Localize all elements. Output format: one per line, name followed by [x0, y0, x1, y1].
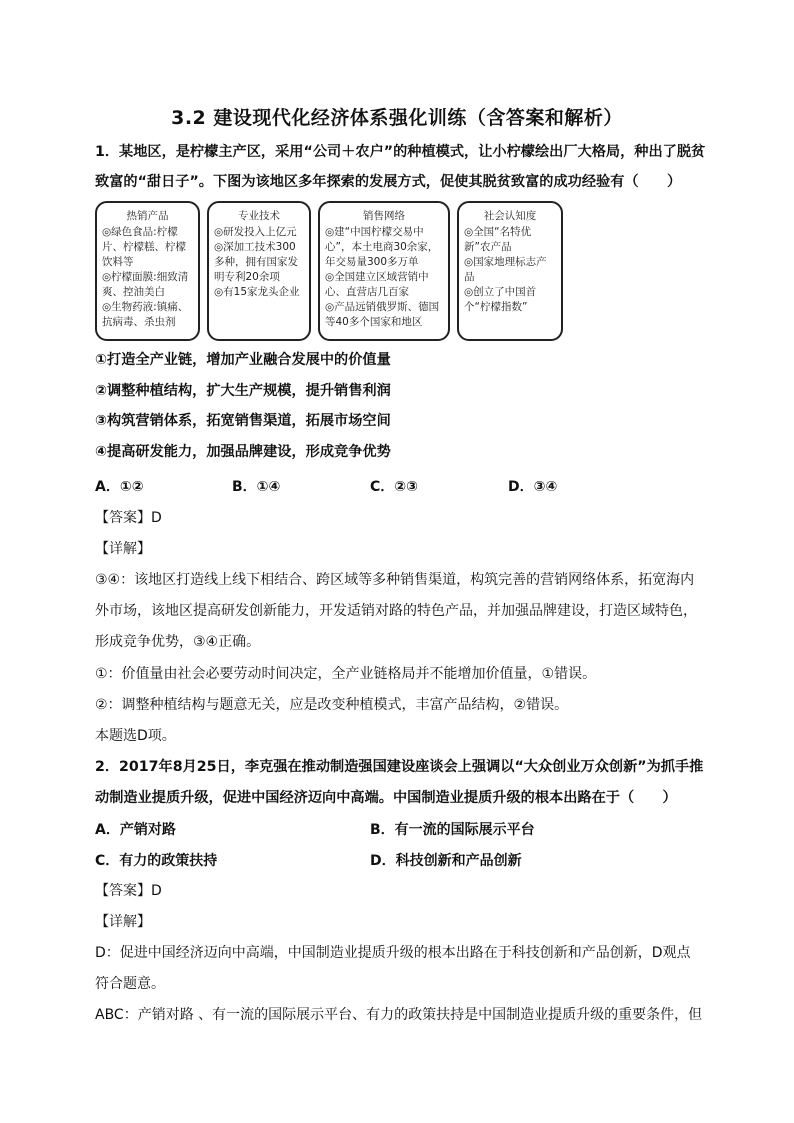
q1-explain-label: 【详解】: [95, 541, 151, 557]
box-item: ◎全国“名特优新”农产品: [464, 226, 532, 253]
q2-option-a: A．产销对路: [95, 822, 176, 838]
box-item: ◎有15家龙头企业: [214, 286, 300, 298]
box-item: ◎创立了中国首个“柠檬指数”: [464, 286, 537, 313]
q1-option-c: C．②③: [370, 479, 418, 495]
q2-explain-line: 符合题意。: [95, 976, 165, 992]
box-title: 热销产品: [126, 210, 169, 222]
q2-option-d: D．科技创新和产品创新: [370, 853, 522, 869]
box-social-recognition: [457, 201, 563, 341]
q1-explain-line: ①：价值量由社会必要劳动时间决定，全产业链格局并不能增加价值量，①错误。: [95, 666, 597, 682]
box-item: ◎国家地理标志产品: [464, 256, 547, 283]
q1-answer: 【答案】D: [95, 510, 162, 526]
q1-statement-3: ③构筑营销体系，拓宽销售渠道，拓展市场空间: [95, 413, 391, 429]
q1-statement-1: ①打造全产业链，增加产业融合发展中的价值量: [95, 352, 391, 368]
q2-answer: 【答案】D: [95, 883, 162, 899]
q1-statement-4: ④提高研发能力，加强品牌建设，形成竞争优势: [95, 444, 391, 460]
q1-stem-line-1: 1．某地区，是柠檬主产区，采用“公司＋农户”的种植模式，让小柠檬绘出厂大格局，种出了脱贫: [95, 144, 706, 160]
box-item: ◎深加工技术300多种，拥有国家发明专利20余项: [214, 241, 298, 283]
q1-explain-line: 外市场，该地区提高研发创新能力，开发适销对路的特色产品，并加强品牌建设，打造区域特色，: [95, 603, 697, 619]
box-sales-network: [318, 201, 450, 341]
page-title: 3.2 建设现代化经济体系强化训练（含答案和解析）: [171, 107, 623, 129]
box-item: ◎绿色食品:柠檬片、柠檬糕、柠檬饮料等: [102, 226, 186, 268]
q1-explain-line: ②：调整种植结构与题意无关，应是改变种植模式，丰富产品结构，②错误。: [95, 697, 569, 713]
box-item: ◎生物药液:镇痛、抗病毒、杀虫剂: [102, 301, 189, 328]
q2-explain-label: 【详解】: [95, 914, 151, 930]
box-item: ◎研发投入上亿元: [214, 226, 297, 238]
box-title: 销售网络: [363, 210, 405, 222]
q2-explain-line: ABC：产销对路 、有一流的国际展示平台、有力的政策扶持是中国制造业提质升级的重要条件，但: [95, 1007, 703, 1023]
box-item: ◎建“中国柠檬交易中心”，本土电商30余家，年交易量300多万单: [325, 226, 439, 268]
q2-explain-line: D：促进中国经济迈向中高端，中国制造业提质升级的根本出路在于科技创新和产品创新，D观点: [95, 945, 691, 961]
box-item: ◎全国建立区域营销中心、直营店几百家: [325, 271, 429, 298]
box-title: 社会认知度: [483, 210, 537, 222]
q2-option-b: B．有一流的国际展示平台: [370, 822, 535, 838]
q1-option-b: B．①④: [232, 479, 281, 495]
box-title: 专业技术: [238, 210, 280, 222]
box-item: ◎柠檬面膜:细致清爽、控油美白: [102, 271, 189, 298]
box-technology: [207, 201, 311, 341]
q2-stem-line-2: 动制造业提质升级，促进中国经济迈向中高端。中国制造业提质升级的根本出路在于（ ）: [95, 790, 677, 806]
q1-stem-line-2: 致富的“甜日子”。下图为该地区多年探索的发展方式，促使其脱贫致富的成功经验有（ ）: [95, 174, 682, 190]
q1-explain-line: 本题选D项。: [95, 728, 176, 744]
q1-statement-2: ②调整种植结构，扩大生产规模，提升销售利润: [95, 383, 391, 399]
q1-explain-line: ③④：该地区打造线上线下相结合、跨区域等多种销售渠道，构筑完善的营销网络体系，拓宽海内: [95, 572, 695, 588]
q1-option-a: A．①②: [95, 479, 144, 495]
q1-explain-line: 形成竞争优势，③④正确。: [95, 634, 261, 650]
q2-stem-line-1: 2．2017年8月25日，李克强在推动制造强国建设座谈会上强调以“大众创业万众创新”为抓手推: [95, 759, 704, 775]
q2-option-c: C．有力的政策扶持: [95, 853, 218, 869]
box-item: ◎产品远销俄罗斯、德国等40多个国家和地区: [325, 301, 440, 328]
q1-option-d: D．③④: [508, 479, 558, 495]
box-hot-products: [95, 201, 200, 341]
